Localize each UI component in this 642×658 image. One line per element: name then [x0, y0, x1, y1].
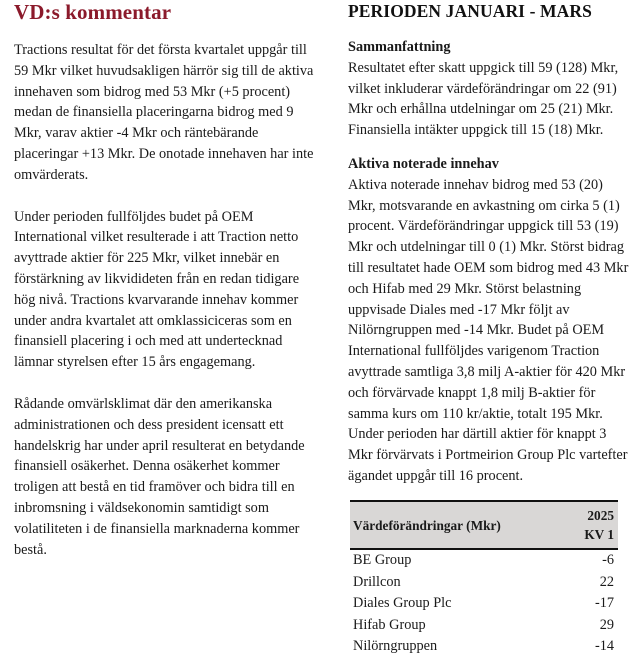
table-row [350, 572, 618, 594]
table-row [350, 549, 618, 572]
holding-value: 29 [599, 616, 614, 633]
period-column [348, 0, 632, 487]
holding-value: -14 [594, 638, 614, 654]
active-holdings-text: Aktiva noterade innehav bidrog med 53 (20) Mkr, motsvarande en avkastning om cirka 5 (1) procent. Värdeförändringar uppgick till 53 (19) Mkr och utdelningar till 0 (1) Mkr. Störst bidrag till resultatet hade OEM som bidrog med 43 Mkr och Hifab med 29 Mkr. Störst belastning uppvisade Diales med -17 Mkr följt av Nilörngruppen med -14 Mkr. Budet på OEM International fullföljdes varigenom Traction avyttrade samtliga 3,8 milj A-aktier för 420 Mkr och förvärvade knappt 1,8 milj B-aktier för samma kurs om 110 kr/aktie, totalt 195 Mkr. Under perioden har därtill aktier för knappt 3 Mkr förvärvats i Portmeirion Group Plc vartefter ägandet uppgår till 16 procent. [348, 176, 629, 484]
holding-name: Hifab Group [353, 616, 426, 633]
table-header-year: 2025 [587, 508, 614, 523]
value-changes-table [350, 500, 618, 658]
holding-value: 22 [599, 573, 614, 590]
ceo-comment-title: VD:s kommentar [14, 0, 172, 24]
holding-name: Diales Group Plc [353, 595, 452, 611]
summary-heading: Sammanfattning [348, 39, 451, 55]
table-header-label: Värdeförändringar (Mkr) [350, 501, 567, 549]
table-row [350, 615, 618, 637]
holding-name: Nilörngruppen [353, 638, 438, 654]
ceo-paragraph-3: Rådande omvärlsklimat där den amerikanska administrationen och dess president icensatt ett handelskrig har under april resulterat en betydande finansiell osäkerhet. Denna osäkerhet kommer troligen att bestå en tid framöver och bidra till en inbromsning i väldsekonomin samtidigt som volatiliteten i de finansiella marknaderna kommer bestå. [14, 395, 305, 558]
ceo-comment-column [14, 0, 314, 560]
holding-name: Drillcon [353, 573, 401, 590]
holding-value: -6 [602, 552, 614, 568]
table-header-period [567, 501, 618, 549]
table-header-row [350, 501, 618, 549]
table-row [350, 593, 618, 615]
ceo-paragraph-2: Under perioden fullföljdes budet på OEM International vilket resulterade i att Traction netto avyttrade aktier för 225 Mkr, vilket innebär en förstärkning av likvidideten från en redan tidigare hög nivå. Tractions kvarvarande innehav kommer under andra kvartalet att omklassiciceras som en finansiell placering i och med att undertecknad lämnar styrelsen efter 15 års engagemang. [14, 208, 300, 371]
table-header-quarter: KV 1 [584, 527, 614, 542]
holding-value: -17 [594, 595, 614, 611]
summary-text: Resultatet efter skatt uppgick till 59 (128) Mkr, vilket inkluderar värdeförändringar om 22 (91) Mkr och erhållna utdelningar om 25 (21) Mkr. Finansiella intäkter uppgick till 15 (18) Mkr. [348, 59, 619, 139]
holding-name: BE Group [353, 552, 412, 568]
ceo-paragraph-1: Tractions resultat för det första kvartalet uppgår till 59 Mkr vilket huvudsakligen härrör sig till de aktiva innehaven som bidrog med 53 Mkr (+5 procent) medan de finansiella placeringarna bidrog med 9 Mkr, varav aktier -4 Mkr och räntebärande placeringar +13 Mkr. De onotade innehaven har inte omvärderats. [14, 42, 314, 183]
period-title: PERIODEN JANUARI - MARS [348, 1, 592, 21]
active-holdings-heading: Aktiva noterade innehav [348, 155, 499, 172]
